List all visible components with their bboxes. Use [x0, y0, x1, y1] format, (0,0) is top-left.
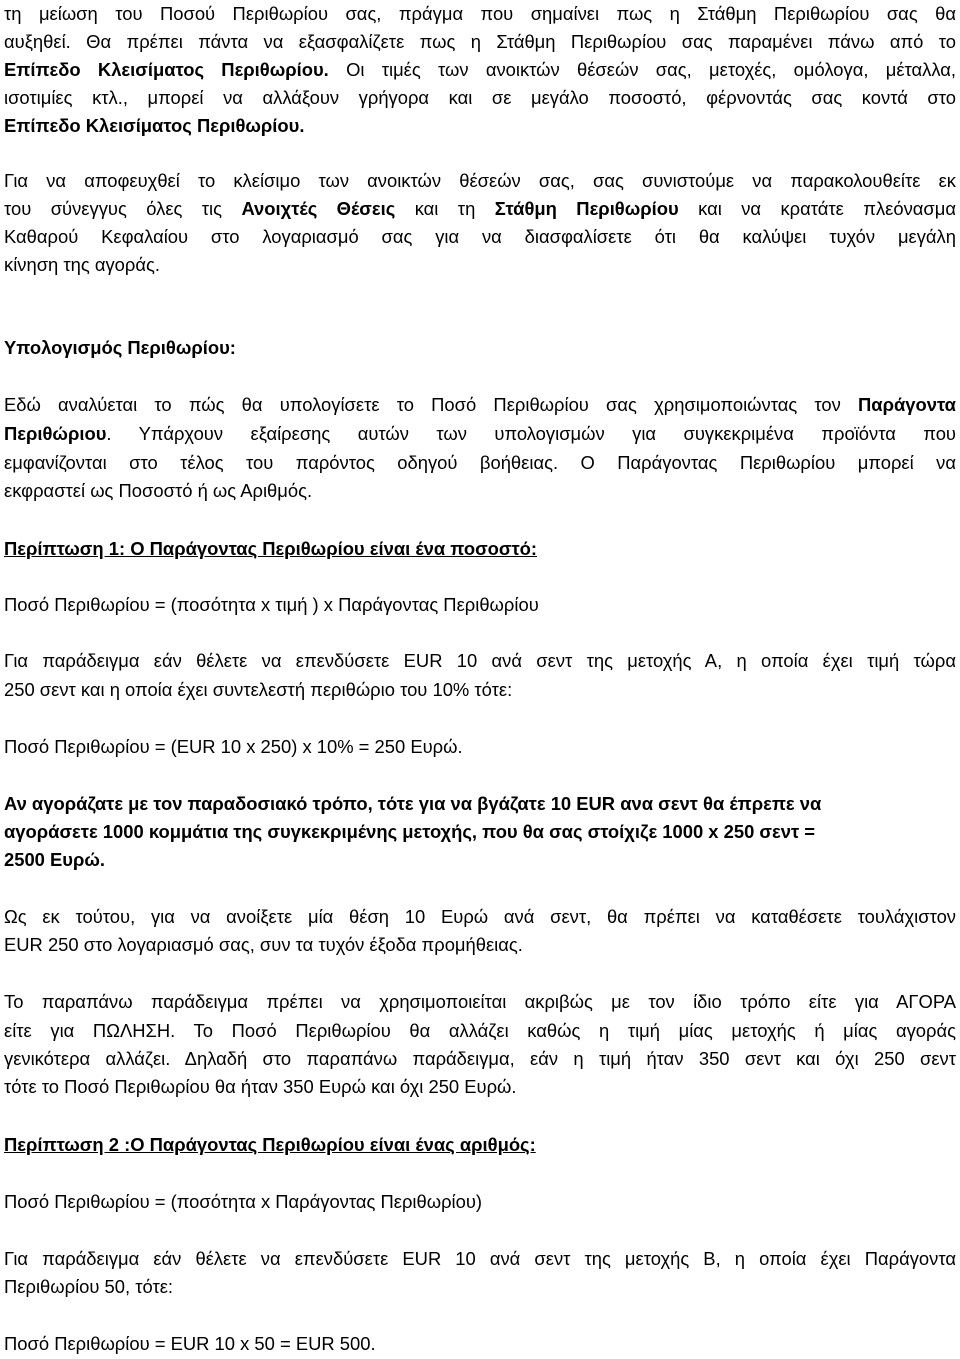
paragraph-3-line-4: [4, 477, 956, 505]
heading-text: Περίπτωση 1: Ο Παράγοντας Περιθωρίου είναι ένα ποσοστό:: [4, 538, 538, 559]
text-run: τη μείωση του Ποσού Περιθωρίου σας, πράγμα που σημαίνει πως η Στάθμη Περιθωρίου σας θα: [4, 3, 956, 24]
bold-text: αγοράσετε 1000 κομμάτια της συγκεκριμένης μετοχής, που θα σας στοίχιζε 1000 x 250 σεντ =: [4, 821, 816, 842]
text-run: Περιθωρίου 50, τότε:: [4, 1276, 174, 1297]
text-run: Το παραπάνω παράδειγμα πρέπει να χρησιμοποιείται ακριβώς με τον ίδιο τρόπο είτε για ΑΓΟΡΑ: [4, 991, 956, 1012]
text-run: Για παράδειγμα εάν θέλετε να επενδύσετε EUR 10 ανά σεντ της μετοχής Α, η οποία έχει τιμή τώρα: [4, 650, 956, 671]
text-run: γενικότερα αλλάζει. Δηλαδή στο παραπάνω παράδειγμα, εάν η τιμή ήταν 350 σεντ και όχι 250 σεντ: [4, 1048, 956, 1069]
text-run: ισοτιμίες κτλ., μπορεί να αλλάξουν γρήγορα και σε μεγάλο ποσοστό, φέρνοντάς σας κοντά στο: [4, 87, 956, 108]
paragraph-2-line-4: [4, 251, 956, 279]
top-paragraph-line-2: [4, 28, 956, 56]
text-run: Για παράδειγμα εάν θέλετε να επενδύσετε EUR 10 ανά σεντ της μετοχής Β, η οποία έχει Παράγοντα: [4, 1248, 956, 1269]
case-2-formula: [4, 1188, 956, 1216]
case-1-bold-line-3: [4, 846, 956, 874]
paragraph-2-line-2: [4, 195, 956, 223]
text-run: . Υπάρχουν εξαίρεσης αυτών των υπολογισμών για συγκεκριμένα προϊόντα που: [106, 423, 956, 444]
text-run: και να κρατάτε πλεόνασμα: [678, 198, 957, 219]
bold-text: 2500 Ευρώ.: [4, 849, 106, 870]
text-run: Καθαρού Κεφαλαίου στο λογαριασμό σας για να διασφαλίσετε ότι θα καλύψει τυχόν μεγάλη: [4, 226, 956, 247]
text-run: Ως εκ τούτου, για να ανοίξετε μία θέση 10 Ευρώ ανά σεντ, θα πρέπει να καταθέσετε τουλάχιστον: [4, 906, 956, 927]
text-run: τότε το Ποσό Περιθωρίου θα ήταν 350 Ευρώ και όχι 250 Ευρώ.: [4, 1076, 517, 1097]
paragraph-3-line-1: [4, 391, 956, 419]
text-run: εκφραστεί ως Ποσοστό ή ως Αριθμός.: [4, 480, 313, 501]
case-2-example-line-1: [4, 1245, 956, 1273]
case-2-result: [4, 1330, 956, 1358]
text-run: Εδώ αναλύεται το πώς θα υπολογίσετε το Ποσό Περιθωρίου σας χρησιμοποιώντας τον: [4, 394, 859, 415]
text-run: EUR 250 στο λογαριασμό σας, συν τα τυχόν έξοδα προμήθειας.: [4, 934, 523, 955]
bold-text: Στάθμη Περιθωρίου: [494, 198, 679, 219]
text-run: Ποσό Περιθωρίου = (EUR 10 x 250) x 10% = 250 Ευρώ.: [4, 736, 463, 757]
section-heading-margin-calculation: [4, 334, 956, 362]
text-run: Ποσό Περιθωρίου = (ποσότητα x Παράγοντας Περιθωρίου): [4, 1191, 483, 1212]
text-run: Ποσό Περιθωρίου = (ποσότητα x τιμή ) x Παράγοντας Περιθωρίου: [4, 594, 539, 615]
bold-text: Επίπεδο Κλεισίματος Περιθωρίου.: [4, 59, 329, 80]
bold-text: Επίπεδο Κλεισίματος Περιθωρίου.: [4, 115, 305, 136]
paragraph-3-line-2: [4, 420, 956, 448]
paragraph-2-line-1: [4, 167, 956, 195]
heading-text: Περίπτωση 2 :Ο Παράγοντας Περιθωρίου είναι ένας αριθμός:: [4, 1134, 536, 1155]
text-run: 250 σεντ και η οποία έχει συντελεστή περιθώριο του 10% τότε:: [4, 679, 513, 700]
case-1-note-line-4: [4, 1073, 956, 1101]
case-1-example-line-2: [4, 676, 956, 704]
text-run: και τη: [395, 198, 495, 219]
top-paragraph-line-1: [4, 0, 956, 28]
top-paragraph-line-4: [4, 84, 956, 112]
text-run: Οι τιμές των ανοικτών θέσεών σας, μετοχές, ομόλογα, μέταλλα,: [328, 59, 957, 80]
top-paragraph-line-5: [4, 112, 956, 140]
bold-text: Ανοιχτές Θέσεις: [241, 198, 396, 219]
top-paragraph-line-3: [4, 56, 956, 84]
text-run: κίνηση της αγοράς.: [4, 254, 160, 275]
case-1-bold-line-2: [4, 818, 956, 846]
case-1-note-line-3: [4, 1045, 956, 1073]
case-1-example-line-1: [4, 647, 956, 675]
case-1-result: [4, 733, 956, 761]
text-run: αυξηθεί. Θα πρέπει πάντα να εξασφαλίζετε πως η Στάθμη Περιθωρίου σας παραμένει πάνω από το: [4, 31, 956, 52]
text-run: του σύνεγγυς όλες τις: [4, 198, 242, 219]
bold-text: Παράγοντα: [858, 394, 956, 415]
text-run: εμφανίζονται στο τέλος του παρόντος οδηγού βοήθειας. Ο Παράγοντας Περιθωρίου μπορεί να: [4, 452, 956, 473]
case-1-deposit-line-2: [4, 931, 956, 959]
bold-text: Αν αγοράζατε με τον παραδοσιακό τρόπο, τότε για να βγάζατε 10 EUR ανα σεντ θα έπρεπε να: [4, 793, 822, 814]
case-1-bold-line-1: [4, 790, 956, 818]
case-1-formula: [4, 591, 956, 619]
case-1-heading: [4, 535, 956, 563]
paragraph-3-line-3: [4, 449, 956, 477]
case-1-note-line-1: [4, 988, 956, 1016]
case-1-note-line-2: [4, 1017, 956, 1045]
case-1-deposit-line-1: [4, 903, 956, 931]
text-run: είτε για ΠΩΛΗΣΗ. Το Ποσό Περιθωρίου θα αλλάζει καθώς η τιμή μίας μετοχής ή μίας αγοράς: [4, 1020, 956, 1041]
case-2-example-line-2: [4, 1273, 956, 1301]
heading-text: Υπολογισμός Περιθωρίου:: [4, 337, 236, 358]
case-2-heading: [4, 1131, 956, 1159]
text-run: Για να αποφευχθεί το κλείσιμο των ανοικτών θέσεών σας, σας συνιστούμε να παρακολουθείτε εκ: [4, 170, 956, 191]
bold-text: Περιθώριου: [4, 423, 107, 444]
text-run: Ποσό Περιθωρίου = EUR 10 x 50 = EUR 500.: [4, 1333, 376, 1354]
paragraph-2-line-3: [4, 223, 956, 251]
